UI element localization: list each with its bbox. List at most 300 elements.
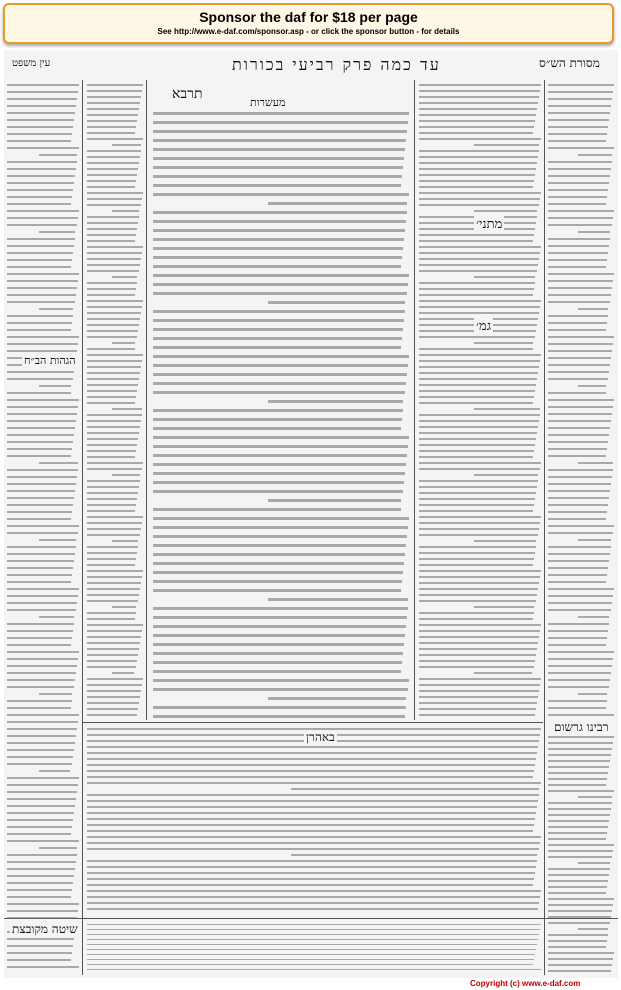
text-line: [548, 182, 609, 184]
text-line: [578, 928, 608, 930]
text-line: [87, 90, 142, 92]
lower-block-label: באהרן: [306, 730, 335, 744]
sponsor-banner[interactable]: [3, 3, 614, 44]
text-line: [87, 270, 139, 272]
text-line: [87, 654, 138, 656]
text-line: [419, 432, 537, 434]
text-line: [419, 282, 535, 284]
text-line: [153, 220, 406, 223]
text-line: [419, 246, 541, 248]
text-line: [419, 174, 535, 176]
text-line: [153, 418, 402, 421]
text-line: [153, 589, 401, 592]
text-line: [7, 322, 72, 324]
text-line: [548, 343, 613, 345]
notes-label: הגהות הב״ח: [24, 354, 76, 367]
text-line: [419, 486, 537, 488]
text-line: [39, 770, 70, 772]
text-line: [39, 154, 77, 156]
text-line: [548, 217, 613, 219]
text-line: [87, 126, 136, 128]
text-line: [7, 532, 78, 534]
running-header: עד כמה פרק רביעי בכורות: [232, 55, 441, 74]
text-line: [548, 119, 609, 121]
text-line: [7, 371, 74, 373]
text-line: [112, 474, 140, 476]
text-line: [87, 420, 141, 422]
text-line: [548, 766, 609, 768]
text-line: [7, 427, 75, 429]
text-line: [419, 678, 541, 680]
text-line: [548, 623, 609, 625]
rabbenu-gershom-label: רבינו גרשום: [554, 720, 609, 734]
text-line: [548, 574, 607, 576]
text-line: [419, 594, 537, 596]
text-line: [548, 644, 606, 646]
column-rule-rashi: [146, 80, 147, 720]
text-line: [87, 884, 533, 886]
text-line: [7, 595, 78, 597]
text-line: [548, 91, 613, 93]
text-line: [87, 258, 141, 260]
text-line: [419, 132, 533, 134]
text-line: [7, 378, 73, 380]
text-line: [419, 162, 537, 164]
text-line: [7, 623, 74, 625]
text-line: [474, 276, 535, 278]
text-line: [87, 552, 137, 554]
text-line: [419, 234, 534, 236]
text-line: [419, 642, 538, 644]
text-line: [7, 511, 72, 513]
text-line: [7, 140, 71, 142]
text-line: [268, 697, 406, 700]
text-line: [548, 336, 614, 338]
rashi-column: [86, 82, 144, 718]
text-line: [419, 534, 538, 536]
text-line: [548, 504, 608, 506]
text-line: [87, 444, 137, 446]
text-line: [268, 301, 405, 304]
text-line: [153, 409, 403, 412]
gemara-column: [152, 110, 410, 718]
text-line: [419, 252, 540, 254]
text-line: [548, 294, 611, 296]
text-line: [548, 964, 612, 966]
text-line: [153, 688, 408, 691]
text-line: [548, 105, 611, 107]
text-line: [419, 444, 535, 446]
text-line: [7, 952, 72, 954]
text-line: [7, 889, 72, 891]
text-line: [153, 472, 405, 475]
text-line: [87, 402, 135, 404]
text-line: [548, 224, 612, 226]
text-line: [268, 499, 401, 502]
text-line: [548, 259, 607, 261]
text-line: [87, 354, 143, 356]
text-line: [112, 408, 142, 410]
text-line: [87, 180, 136, 182]
text-line: [153, 148, 405, 151]
text-line: [7, 798, 76, 800]
text-line: [474, 144, 539, 146]
text-line: [39, 385, 71, 387]
text-line: [87, 866, 536, 868]
text-line: [419, 372, 538, 374]
text-line: [578, 796, 612, 798]
text-line: [87, 746, 538, 748]
text-line: [87, 384, 138, 386]
text-line: [548, 802, 612, 804]
text-line: [419, 102, 538, 104]
text-line: [87, 438, 138, 440]
text-line: [7, 742, 75, 744]
text-line: [548, 910, 612, 912]
text-line: [87, 624, 143, 626]
text-line: [87, 618, 135, 620]
text-line: [419, 156, 538, 158]
text-line: [548, 287, 612, 289]
text-line: [419, 420, 539, 422]
text-line: [7, 686, 74, 688]
text-line: [548, 784, 606, 786]
text-line: [419, 528, 539, 530]
text-line: [7, 903, 79, 905]
text-line: [548, 904, 613, 906]
tosafos-column: [418, 82, 542, 718]
text-line: [419, 582, 539, 584]
text-line: [7, 763, 72, 765]
text-line: [548, 826, 608, 828]
text-line: [548, 189, 608, 191]
text-line: [419, 468, 540, 470]
text-line: [419, 480, 538, 482]
text-line: [419, 168, 536, 170]
text-line: [87, 462, 143, 464]
text-line: [474, 672, 532, 674]
text-line: [7, 406, 78, 408]
text-line: [7, 287, 77, 289]
text-line: [268, 202, 407, 205]
text-line: [419, 198, 540, 200]
text-line: [87, 588, 140, 590]
column-rule-tosafos: [414, 80, 415, 720]
text-line: [7, 665, 77, 667]
text-line: [87, 708, 138, 710]
text-line: [419, 522, 540, 524]
text-line: [87, 696, 140, 698]
text-line: [419, 588, 538, 590]
text-line: [7, 812, 74, 814]
text-line: [419, 624, 541, 626]
text-line: [548, 880, 608, 882]
text-line: [548, 748, 612, 750]
text-line: [87, 714, 137, 716]
text-line: [419, 192, 541, 194]
text-line: [87, 360, 142, 362]
text-line: [548, 630, 608, 632]
text-line: [548, 315, 608, 317]
text-line: [153, 238, 404, 241]
text-line: [87, 842, 540, 844]
text-line: [548, 651, 614, 653]
text-line: [153, 463, 406, 466]
text-line: [87, 348, 135, 350]
text-line: [578, 154, 612, 156]
text-line: [7, 644, 71, 646]
text-line: [7, 840, 79, 842]
text-line: [419, 402, 533, 404]
text-line: [291, 788, 539, 790]
text-line: [87, 468, 142, 470]
text-line: [7, 266, 71, 268]
text-line: [578, 539, 611, 541]
text-line: [87, 752, 537, 754]
text-line: [548, 280, 613, 282]
text-line: [87, 132, 135, 134]
text-line: [419, 240, 533, 242]
text-line: [7, 112, 75, 114]
text-line: [87, 902, 539, 904]
text-line: [7, 518, 71, 520]
text-line: [548, 892, 606, 894]
text-line: [87, 678, 143, 680]
rule-footnotes: [4, 918, 618, 919]
text-line: [7, 588, 79, 590]
text-line: [87, 312, 141, 314]
text-line: [7, 553, 75, 555]
text-line: [7, 784, 78, 786]
text-line: [7, 945, 73, 947]
text-line: [548, 490, 610, 492]
text-line: [548, 637, 607, 639]
text-line: [7, 245, 74, 247]
text-line: [87, 758, 536, 760]
text-line: [7, 833, 71, 835]
text-line: [578, 462, 613, 464]
text-line: [87, 558, 136, 560]
text-line: [548, 427, 610, 429]
text-line: [419, 558, 534, 560]
text-line: [87, 450, 136, 452]
text-line: [548, 595, 613, 597]
text-line: [39, 231, 75, 233]
text-line: [153, 607, 408, 610]
text-line: [87, 969, 541, 970]
left-corner-label: עין משפט: [12, 58, 51, 69]
text-line: [268, 400, 403, 403]
text-line: [7, 777, 79, 779]
text-line: [153, 166, 403, 169]
text-line: [548, 898, 614, 900]
text-line: [87, 510, 135, 512]
text-line: [548, 420, 611, 422]
gemara-label: גמ׳: [476, 319, 491, 334]
text-line: [87, 782, 541, 784]
text-line: [7, 567, 73, 569]
text-line: [419, 492, 536, 494]
text-line: [419, 366, 539, 368]
text-line: [7, 350, 77, 352]
text-line: [548, 760, 610, 762]
text-line: [7, 504, 73, 506]
text-line: [87, 546, 138, 548]
text-line: [578, 616, 609, 618]
text-line: [268, 598, 408, 601]
text-line: [87, 872, 535, 874]
text-line: [87, 216, 139, 218]
column-rule-left: [82, 80, 83, 975]
text-line: [112, 210, 139, 212]
text-line: [153, 346, 401, 349]
text-line: [419, 450, 534, 452]
text-line: [7, 756, 73, 758]
text-line: [153, 679, 409, 682]
text-line: [578, 693, 607, 695]
text-line: [87, 600, 138, 602]
text-line: [419, 696, 538, 698]
text-line: [548, 525, 614, 527]
text-line: [7, 672, 76, 674]
text-line: [87, 228, 137, 230]
text-line: [7, 336, 79, 338]
text-line: [153, 643, 404, 646]
text-line: [87, 168, 138, 170]
text-line: [153, 319, 404, 322]
text-line: [112, 144, 141, 146]
text-line: [419, 180, 534, 182]
text-line: [419, 462, 541, 464]
text-line: [7, 721, 78, 723]
text-line: [153, 175, 402, 178]
text-line: [419, 552, 535, 554]
text-line: [548, 238, 610, 240]
text-line: [153, 292, 407, 295]
text-line: [419, 546, 536, 548]
text-line: [87, 890, 541, 892]
text-line: [419, 570, 541, 572]
text-line: [548, 273, 614, 275]
text-line: [548, 714, 614, 716]
text-line: [7, 917, 77, 919]
text-line: [87, 949, 536, 950]
text-line: [419, 654, 536, 656]
text-line: [419, 378, 537, 380]
text-line: [548, 511, 607, 513]
text-line: [87, 186, 135, 188]
text-line: [87, 812, 536, 814]
text-line: [7, 133, 72, 135]
text-line: [7, 413, 77, 415]
text-line: [7, 273, 79, 275]
text-line: [153, 454, 407, 457]
text-line: [7, 609, 76, 611]
text-line: [548, 602, 612, 604]
text-line: [87, 800, 538, 802]
text-line: [153, 652, 403, 655]
text-line: [153, 571, 403, 574]
text-line: [87, 150, 141, 152]
text-line: [548, 934, 608, 936]
text-line: [153, 274, 409, 277]
text-line: [87, 642, 140, 644]
text-line: [7, 826, 72, 828]
text-line: [548, 161, 612, 163]
text-line: [419, 138, 541, 140]
text-line: [87, 818, 535, 820]
text-line: [7, 91, 78, 93]
text-line: [419, 360, 540, 362]
text-line: [39, 616, 74, 618]
text-line: [419, 204, 539, 206]
text-line: [548, 406, 613, 408]
text-line: [419, 516, 541, 518]
text-line: [548, 958, 613, 960]
text-line: [87, 959, 534, 960]
text-line: [87, 204, 141, 206]
text-line: [87, 120, 137, 122]
rule-bottom-commentary: [83, 722, 543, 723]
text-line: [153, 490, 403, 493]
text-line: [548, 588, 614, 590]
text-line: [153, 670, 401, 673]
copyright-link[interactable]: Copyright (c) www.e-daf.com: [470, 979, 581, 988]
text-line: [87, 934, 539, 935]
text-line: [87, 570, 143, 572]
text-line: [548, 399, 614, 401]
text-line: [548, 874, 609, 876]
text-line: [87, 156, 140, 158]
text-line: [87, 138, 143, 140]
text-line: [87, 318, 140, 320]
text-line: [7, 217, 78, 219]
text-line: [153, 553, 405, 556]
text-line: [7, 483, 76, 485]
text-line: [7, 455, 71, 457]
sponsor-title[interactable]: Sponsor the daf for $18 per page: [199, 9, 418, 25]
text-line: [87, 830, 533, 832]
text-line: [7, 196, 72, 198]
text-line: [7, 84, 79, 86]
sponsor-subtitle: See http://www.e-daf.com/sponsor.asp - or click the sponsor button - for details: [157, 27, 460, 36]
text-line: [7, 182, 74, 184]
text-line: [7, 119, 74, 121]
text-line: [419, 384, 536, 386]
text-line: [7, 497, 74, 499]
text-line: [87, 414, 142, 416]
text-line: [7, 126, 73, 128]
text-line: [548, 742, 613, 744]
text-line: [87, 939, 538, 940]
text-line: [548, 196, 607, 198]
text-line: [548, 916, 611, 918]
text-line: [112, 342, 135, 344]
text-line: [548, 378, 608, 380]
text-line: [153, 481, 404, 484]
text-line: [7, 259, 72, 261]
text-line: [419, 708, 536, 710]
text-line: [7, 707, 71, 709]
text-line: [87, 234, 136, 236]
text-line: [7, 280, 78, 282]
text-line: [7, 490, 75, 492]
text-line: [419, 426, 538, 428]
text-line: [87, 300, 143, 302]
text-line: [419, 600, 536, 602]
text-line: [87, 954, 535, 955]
text-line: [419, 108, 537, 110]
